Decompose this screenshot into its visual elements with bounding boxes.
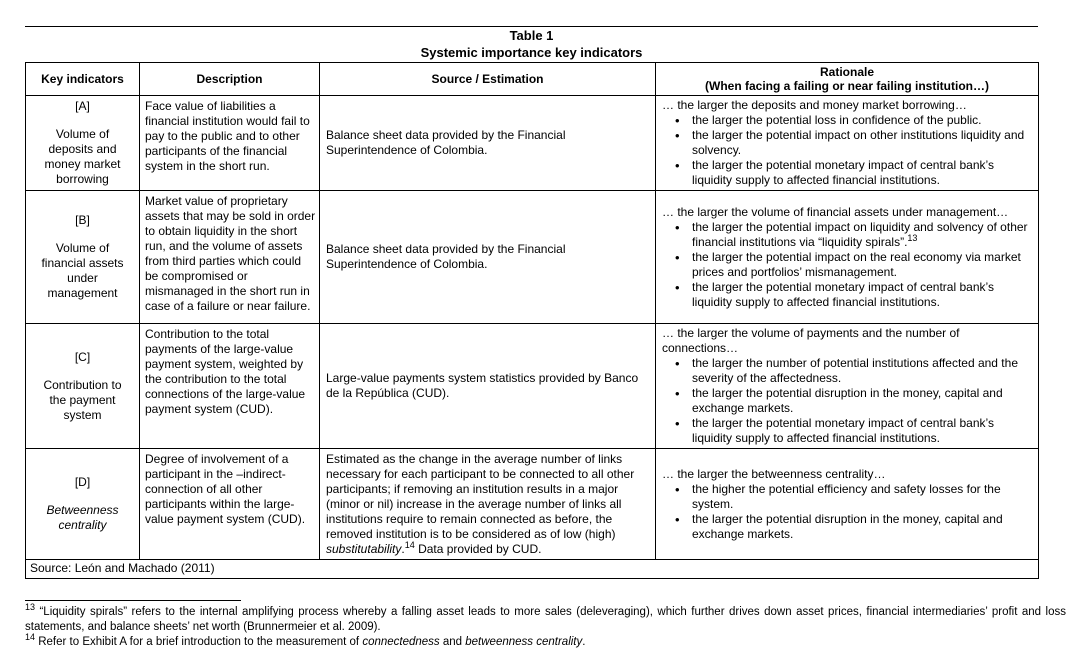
rationale-header-line2: (When facing a failing or near failing institution…)	[705, 79, 989, 93]
indicator-name-b: Volume of financial assets under management	[41, 241, 124, 300]
rationale-header-line1: Rationale	[819, 65, 874, 79]
rationale-bullet: • the larger the potential disruption in the money, capital and exchange markets.	[692, 512, 1034, 542]
indicator-name-c: Contribution to the payment system	[43, 377, 122, 422]
rationale-cell-b	[656, 191, 1039, 324]
table-row-b	[26, 191, 1039, 324]
table-container	[25, 26, 1038, 579]
table-source-note: Source: León and Machado (2011)	[26, 560, 1039, 579]
table-title: Systemic importance key indicators	[420, 45, 643, 60]
rationale-bullet: • the larger the potential monetary impact of central bank’s liquidity supply to affected financial institutions.	[692, 416, 1034, 446]
rationale-cell-c	[656, 324, 1039, 449]
footnote-ref-14: 14	[404, 540, 415, 550]
col-header-source-estimation: Source / Estimation	[320, 63, 656, 96]
description-cell-a: Face value of liabilities a financial institution would fail to pay to the public and to other participants of the financial system in the short run.	[140, 96, 320, 191]
footnote-13: $^{13}$ “Liquidity spirals” refers to the internal amplifying process whereby a falling asset leads to more sales (deleveraging), which further drives down asset prices, financial intermediaries’ profit and loss statements, and balance sheets’ net worth (Brunnermeier et al. 2009).	[25, 602, 1066, 633]
indicator-id-d: [D]	[74, 475, 91, 489]
table-row-a	[26, 96, 1039, 191]
rationale-intro-c: … the larger the volume of payments and the number of connections…	[662, 326, 960, 355]
rationale-bullet: • the larger the potential monetary impact of central bank’s liquidity supply to affected financial institutions.	[692, 280, 1034, 310]
table-row-d	[26, 449, 1039, 560]
rationale-bullet: • the higher the potential efficiency and safety losses for the system.	[692, 482, 1034, 512]
rationale-bullet: • the larger the potential monetary impact of central bank’s liquidity supply to affected financial institutions.	[692, 158, 1034, 188]
footnote-separator-rule	[25, 600, 241, 601]
header-row	[26, 63, 1039, 96]
indicator-name-d: Betweenness centrality	[46, 503, 119, 532]
indicator-id-a: [A]	[75, 99, 90, 113]
source-cell-c: Large-value payments system statistics provided by Banco de la República (CUD).	[320, 324, 656, 449]
rationale-bullets-d	[662, 482, 1034, 542]
rationale-cell-d	[656, 449, 1039, 560]
rationale-intro-b: … the larger the volume of financial assets under management…	[662, 204, 1009, 219]
source-cell-d: Estimated as the change in the average number of links necessary for each participant to be connected to all other participants; if removing an institution results in a major (minor or nil) increase in the average number of links all institutions require to remain connected as before, the removed institution is to be considered as of low (high) substitutability.$^{14}$ Data provided by CUD.	[320, 449, 656, 560]
rationale-bullets-c	[662, 356, 1034, 446]
rationale-bullet: • the larger the potential disruption in the money, capital and exchange markets.	[692, 386, 1034, 416]
footnote-13-marker: 13	[25, 602, 36, 613]
description-cell-b: Market value of proprietary assets that may be sold in order to obtain liquidity in the short run, and the volume of assets from third parties which could be compromised or mismanaged in the short run in case of a failure or near failure.	[140, 191, 320, 324]
footnote-ref-13: 13	[907, 232, 918, 243]
indicators-table	[25, 62, 1039, 579]
indicator-name-a: Volume of deposits and money market borrowing	[44, 127, 121, 186]
key-indicator-cell-a	[26, 96, 140, 191]
description-cell-d: Degree of involvement of a participant in the –indirect- connection of all other participants within the large-value payment system (CUD).	[140, 449, 320, 560]
rationale-bullet: • the larger the potential impact on the real economy via market prices and portfolios’ mismanagement.	[692, 250, 1034, 280]
source-cell-b: Balance sheet data provided by the Financial Superintendence of Colombia.	[320, 191, 656, 324]
col-header-rationale	[656, 63, 1039, 96]
table-row-c	[26, 324, 1039, 449]
col-header-key-indicators: Key indicators	[26, 63, 140, 96]
rationale-bullet: • the larger the potential impact on other institutions liquidity and solvency.	[692, 128, 1034, 158]
footnote-14-marker: 14	[25, 632, 36, 643]
footnote-14: $^{14}$ Refer to Exhibit A for a brief introduction to the measurement of connectedness and betweenness centrality.	[25, 632, 586, 648]
rationale-bullets-b	[662, 220, 1034, 310]
col-header-description: Description	[140, 63, 320, 96]
rationale-bullet: • the larger the potential loss in confidence of the public.	[692, 113, 1034, 128]
source-cell-a: Balance sheet data provided by the Financial Superintendence of Colombia.	[320, 96, 656, 191]
rationale-bullets-a	[662, 113, 1034, 188]
indicator-id-b: [B]	[75, 213, 90, 227]
rationale-intro-a: … the larger the deposits and money market borrowing…	[662, 98, 967, 112]
table-number: Table 1	[509, 28, 554, 43]
description-cell-c: Contribution to the total payments of the large-value payment system, weighted by the contribution to the total connections of the large-value payment system (CUD).	[140, 324, 320, 449]
rationale-cell-a	[656, 96, 1039, 191]
indicator-id-c: [C]	[74, 349, 91, 364]
rationale-bullet: • the larger the potential impact on liquidity and solvency of other financial institutions via “liquidity spirals”.$^{13}$	[692, 220, 1034, 250]
rationale-bullet: • the larger the number of potential institutions affected and the severity of the affectedness.	[692, 356, 1034, 386]
footnotes-section	[25, 600, 1066, 650]
source-note-row	[26, 560, 1039, 579]
key-indicator-cell-c	[26, 324, 140, 449]
key-indicator-cell-d	[26, 449, 140, 560]
key-indicator-cell-b	[26, 191, 140, 324]
rationale-intro-d: … the larger the betweenness centrality…	[662, 466, 886, 481]
